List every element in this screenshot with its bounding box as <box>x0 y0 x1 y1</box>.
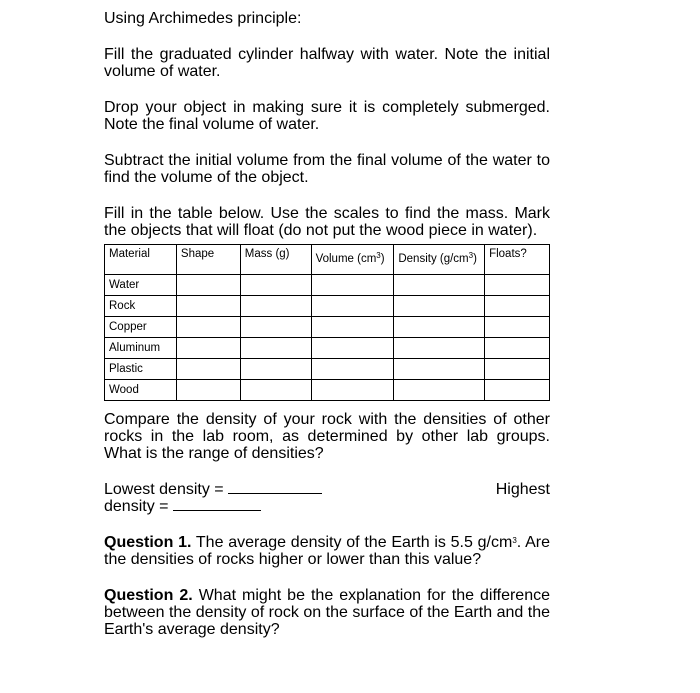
worksheet-body <box>104 10 550 638</box>
cell-mass[interactable] <box>240 296 311 317</box>
lowest-density-line <box>104 481 550 498</box>
header-density-close: ) <box>473 253 477 265</box>
cell-shape[interactable] <box>176 296 240 317</box>
cell-density[interactable] <box>394 380 485 401</box>
cell-floats[interactable] <box>485 275 550 296</box>
step-fill-cylinder: Fill the graduated cylinder halfway with water. Note the initial volume of water. <box>104 46 550 80</box>
highest-density-blank[interactable] <box>173 498 261 511</box>
cell-shape[interactable] <box>176 338 240 359</box>
lowest-density-blank[interactable] <box>228 481 322 494</box>
table-row <box>105 275 550 296</box>
cell-density[interactable] <box>394 275 485 296</box>
cell-floats[interactable] <box>485 296 550 317</box>
cell-volume[interactable] <box>311 275 394 296</box>
question-1-text-a: The average density of the Earth is 5.5 g/cm <box>191 534 513 551</box>
header-volume-sup: 3 <box>376 251 381 260</box>
header-mass: Mass (g) <box>240 245 311 275</box>
cell-volume[interactable] <box>311 380 394 401</box>
cell-shape[interactable] <box>176 359 240 380</box>
step-subtract-volume: Subtract the initial volume from the final volume of the water to find the volume of the object. <box>104 152 550 186</box>
cell-floats[interactable] <box>485 317 550 338</box>
cell-floats[interactable] <box>485 380 550 401</box>
cell-shape[interactable] <box>176 275 240 296</box>
density-equals-label: density = <box>104 498 169 515</box>
page-heading: Using Archimedes principle: <box>104 10 302 27</box>
table-row <box>105 380 550 401</box>
question-1 <box>104 534 550 568</box>
cell-floats[interactable] <box>485 338 550 359</box>
question-1-text-b: . Are the densities of rocks higher or lower than this value? <box>104 534 550 568</box>
compare-instructions: Compare the density of your rock with the densities of other rocks in the lab room, as determined by other lab groups. What is the range of densities? <box>104 411 550 462</box>
cell-volume[interactable] <box>311 317 394 338</box>
measurements-table <box>104 244 550 401</box>
header-density-text: Density (g/cm <box>398 253 469 265</box>
cell-floats[interactable] <box>485 359 550 380</box>
header-shape: Shape <box>176 245 240 275</box>
question-2-text: What might be the explanation for the difference between the density of rock on the surface of the Earth and the Earth's average density? <box>104 587 550 638</box>
question-2 <box>104 587 550 638</box>
header-volume <box>311 245 394 275</box>
highest-density-label: Highest <box>495 481 550 498</box>
step-fill-table: Fill in the table below. Use the scales to find the mass. Mark the objects that will float (do not put the wood piece in water). <box>104 205 550 239</box>
density-range <box>104 481 550 515</box>
header-floats: Floats? <box>485 245 550 275</box>
cell-mass[interactable] <box>240 380 311 401</box>
table-row <box>105 296 550 317</box>
highest-density-line <box>104 498 550 515</box>
cell-mass[interactable] <box>240 275 311 296</box>
row-material-plastic: Plastic <box>105 359 177 380</box>
cell-volume[interactable] <box>311 338 394 359</box>
cell-density[interactable] <box>394 296 485 317</box>
cell-mass[interactable] <box>240 338 311 359</box>
cell-mass[interactable] <box>240 359 311 380</box>
header-volume-text: Volume (cm <box>315 253 377 265</box>
cell-mass[interactable] <box>240 317 311 338</box>
step-drop-object: Drop your object in making sure it is completely submerged. Note the final volume of water. <box>104 99 550 133</box>
header-density-sup: 3 <box>468 251 474 260</box>
question-2-label: Question 2. <box>104 587 193 604</box>
cell-shape[interactable] <box>176 380 240 401</box>
table-header-row <box>105 245 550 275</box>
row-material-wood: Wood <box>105 380 177 401</box>
header-density <box>394 245 485 275</box>
question-1-sup: 3 <box>512 536 517 545</box>
row-material-rock: Rock <box>105 296 177 317</box>
question-1-label: Question 1. <box>104 534 192 551</box>
header-volume-close: ) <box>380 253 385 265</box>
cell-volume[interactable] <box>311 359 394 380</box>
cell-shape[interactable] <box>176 317 240 338</box>
row-material-aluminum: Aluminum <box>105 338 177 359</box>
table-row <box>105 359 550 380</box>
table-row <box>105 338 550 359</box>
cell-density[interactable] <box>394 359 485 380</box>
lowest-density-label: Lowest density = <box>104 481 224 498</box>
cell-volume[interactable] <box>311 296 394 317</box>
table-row <box>105 317 550 338</box>
cell-density[interactable] <box>394 317 485 338</box>
header-material: Material <box>105 245 177 275</box>
cell-density[interactable] <box>394 338 485 359</box>
row-material-water: Water <box>105 275 177 296</box>
row-material-copper: Copper <box>105 317 177 338</box>
